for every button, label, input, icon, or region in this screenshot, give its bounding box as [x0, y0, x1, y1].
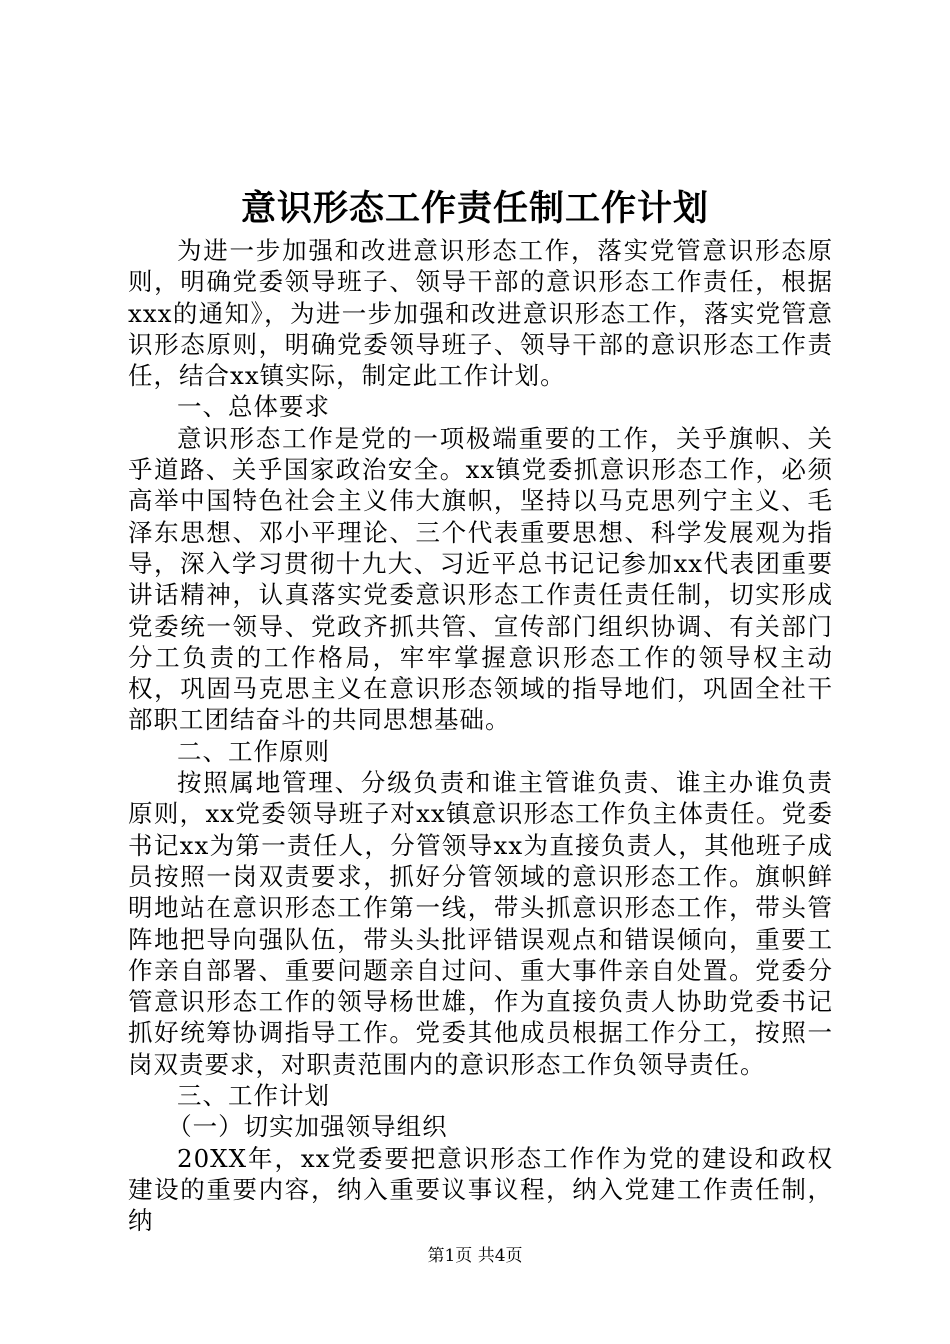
document-title: 意识形态工作责任制工作计划: [240, 188, 709, 229]
page-footer: 第1页 共4页: [427, 1246, 523, 1266]
general-requirements-paragraph: 意识形态工作是党的一项极端重要的工作，关乎旗帜、关乎道路、关乎国家政治安全。xx镇党委抓意识形态工作，必须高举中国特色社会主义伟大旗帜，坚持以马克思列宁主义、毛泽东思想、邓小平理论、三个代表重要思想、科学发展观为指导，深入学习贯彻十九大、习近平总书记记参加xx代表团重要讲话精神，认真落实党委意识形态工作责任责任制，切实形成党委统一领导、党政齐抓共管、宣传部门组织协调、有关部门分工负责的工作格局，牢牢掌握意识形态工作的领导权主动权，巩固马克思主义在意识形态领域的指导地们，巩固全社干部职工团结奋斗的共同思想基础。: [128, 423, 833, 735]
leadership-paragraph: 20XX年，xx党委要把意识形态工作作为党的建设和政权建设的重要内容，纳入重要议事议程，纳入党建工作责任制，纳: [128, 1143, 833, 1236]
section-heading-work-plan: 三、工作计划: [177, 1081, 330, 1111]
subsection-heading-leadership: （一）切实加强领导组织: [167, 1112, 448, 1142]
intro-paragraph: 为进一步加强和改进意识形态工作，落实党管意识形态原则，明确党委领导班子、领导干部的意识形态工作责任，根据xxx的通知》，为进一步加强和改进意识形态工作，落实党管意识形态原则，明确党委领导班子、领导干部的意识形态工作责任，结合xx镇实际，制定此工作计划。: [128, 236, 833, 391]
document-body: [128, 235, 833, 1237]
work-principles-paragraph: 按照属地管理、分级负责和谁主管谁负责、谁主办谁负责原则，xx党委领导班子对xx镇意识形态工作负主体责任。党委书记xx为第一责任人，分管领导xx为直接负责人，其他班子成员按照一岗双责要求，抓好分管领域的意识形态工作。旗帜鲜明地站在意识形态工作第一线，带头抓意识形态工作，带头管阵地把导向强队伍，带头头批评错误观点和错误倾向，重要工作亲自部署、重要问题亲自过问、重大事件亲自处置。党委分管意识形态工作的领导杨世雄，作为直接负责人协助党委书记抓好统筹协调指导工作。党委其他成员根据工作分工，按照一岗双责要求，对职责范围内的意识形态工作负领导责任。: [128, 768, 833, 1079]
section-heading-general-requirements: 一、总体要求: [177, 392, 330, 422]
section-heading-work-principles: 二、工作原则: [177, 736, 330, 766]
